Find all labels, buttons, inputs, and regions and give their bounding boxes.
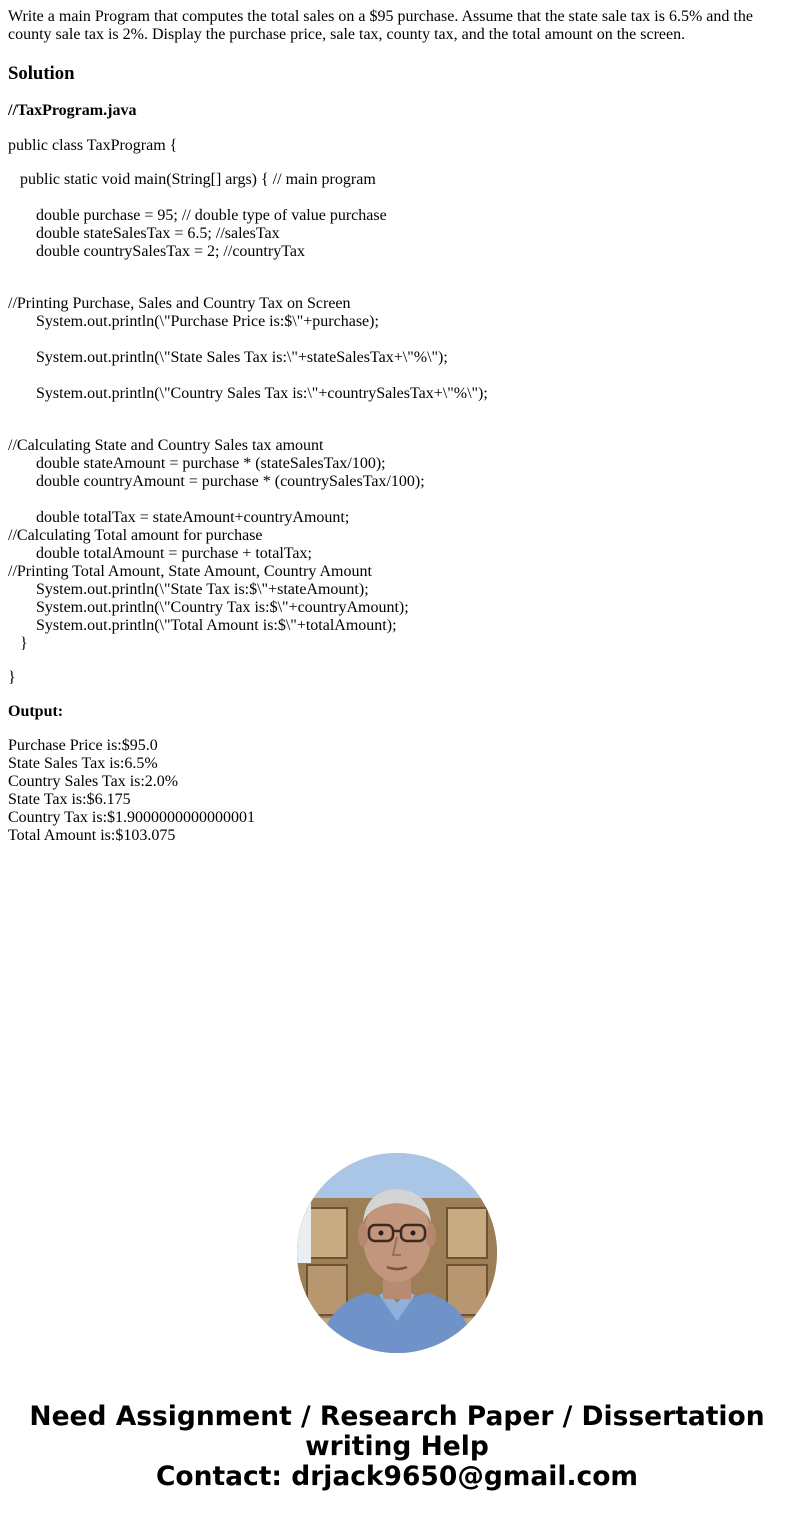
portrait-image bbox=[297, 1153, 497, 1353]
code-line: public class TaxProgram { bbox=[8, 137, 178, 154]
code-line: System.out.println(\"State Tax is:$\"+stateAmount); bbox=[8, 581, 369, 598]
code-line: } bbox=[8, 669, 16, 686]
promo-line-1: Need Assignment / Research Paper / Dissertation bbox=[29, 1401, 765, 1432]
code-line: double stateAmount = purchase * (stateSalesTax/100); bbox=[8, 455, 386, 472]
output-label: Output: bbox=[8, 703, 64, 720]
promo-banner bbox=[0, 1402, 794, 1492]
output-line: Total Amount is:$103.075 bbox=[8, 827, 176, 844]
code-line: double stateSalesTax = 6.5; //salesTax bbox=[8, 225, 280, 242]
code-line: double purchase = 95; // double type of value purchase bbox=[8, 207, 387, 224]
code-line: } bbox=[8, 635, 28, 652]
code-line: double countryAmount = purchase * (countrySalesTax/100); bbox=[8, 473, 425, 490]
output-line: Purchase Price is:$95.0 bbox=[8, 737, 158, 754]
promo-contact: Contact: drjack9650@gmail.com bbox=[155, 1461, 639, 1492]
output-line: Country Tax is:$1.9000000000000001 bbox=[8, 809, 256, 826]
code-line: public static void main(String[] args) { // main program bbox=[8, 171, 376, 188]
solution-heading: Solution bbox=[8, 63, 75, 84]
code-line: System.out.println(\"Total Amount is:$\"+totalAmount); bbox=[8, 617, 397, 634]
code-line: double countrySalesTax = 2; //countryTax bbox=[8, 243, 305, 260]
code-comment: //Calculating Total amount for purchase bbox=[8, 527, 263, 544]
code-line: System.out.println(\"Country Sales Tax is:\"+countrySalesTax+\"%\"); bbox=[8, 385, 488, 402]
question-block bbox=[8, 8, 786, 44]
code-line: double totalTax = stateAmount+countryAmount; bbox=[8, 509, 350, 526]
code-line: double totalAmount = purchase + totalTax; bbox=[8, 545, 312, 562]
code-line: System.out.println(\"Country Tax is:$\"+countryAmount); bbox=[8, 599, 409, 616]
output-line: Country Sales Tax is:2.0% bbox=[8, 773, 179, 790]
author-avatar bbox=[297, 1153, 497, 1353]
code-comment: //Printing Total Amount, State Amount, Country Amount bbox=[8, 563, 372, 580]
code-comment: //Printing Purchase, Sales and Country Tax on Screen bbox=[8, 295, 351, 312]
promo-line-2: writing Help bbox=[305, 1431, 489, 1462]
output-line: State Tax is:$6.175 bbox=[8, 791, 131, 808]
code-comment: //Calculating State and Country Sales tax amount bbox=[8, 437, 324, 454]
output-line: State Sales Tax is:6.5% bbox=[8, 755, 158, 772]
code-line: System.out.println(\"Purchase Price is:$\"+purchase); bbox=[8, 313, 379, 330]
code-line: System.out.println(\"State Sales Tax is:\"+stateSalesTax+\"%\"); bbox=[8, 349, 448, 366]
file-label: //TaxProgram.java bbox=[8, 102, 137, 119]
question-text: Write a main Program that computes the total sales on a $95 purchase. Assume that the state sale tax is 6.5% and the county sale tax is 2%. Display the purchase price, sale tax, county tax, and the total amount on the screen. bbox=[8, 8, 753, 43]
